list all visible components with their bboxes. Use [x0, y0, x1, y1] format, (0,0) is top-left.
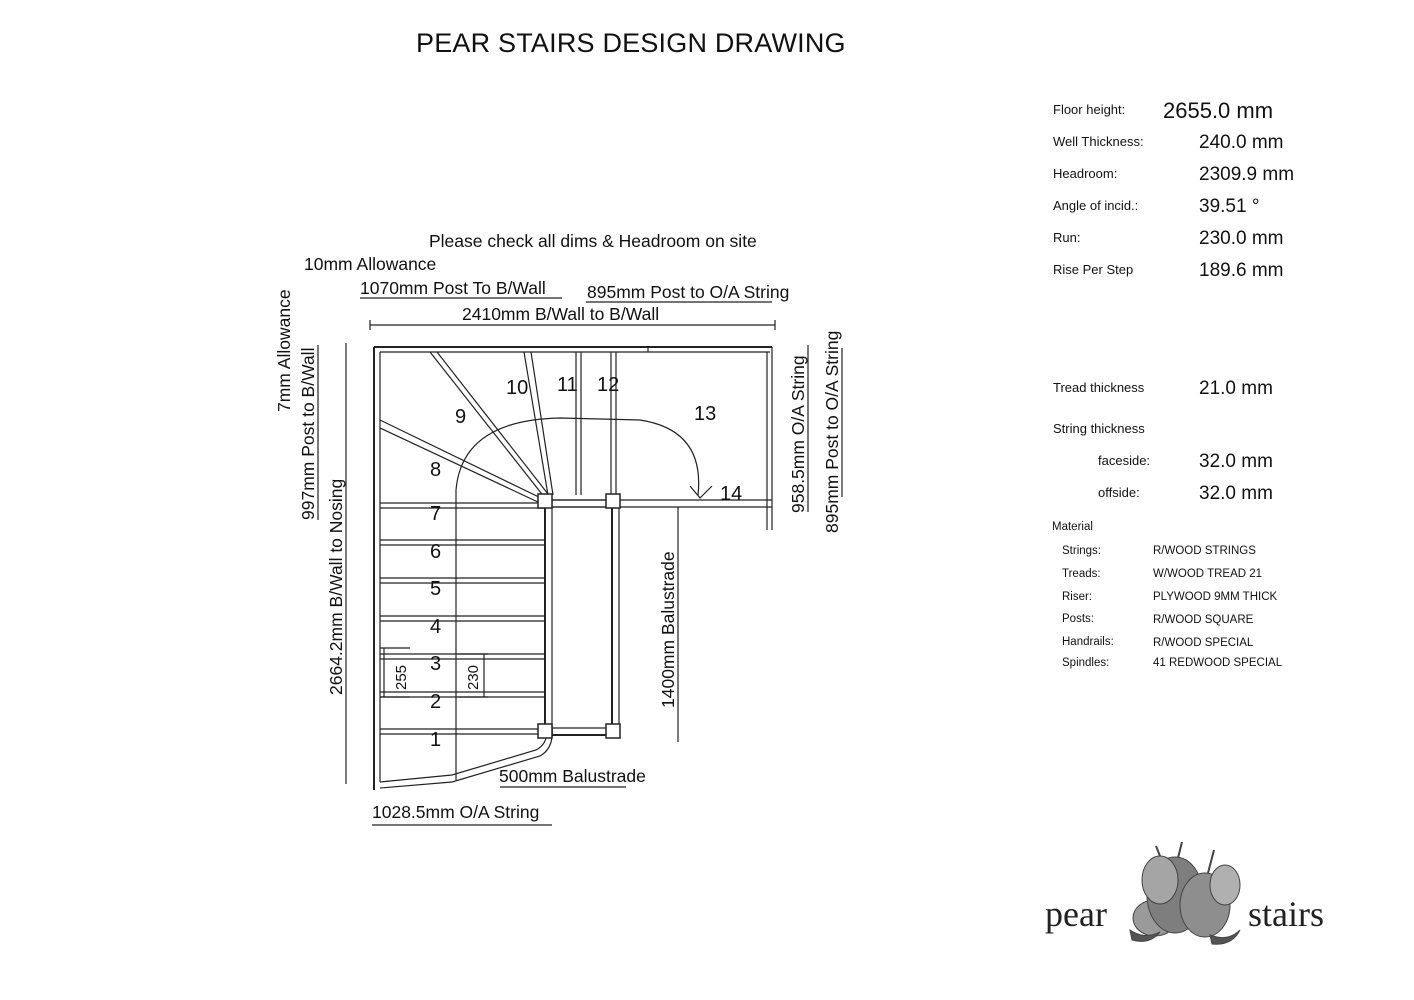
- dim-post-to-oa-string-right: 895mm Post to O/A String: [822, 330, 842, 533]
- spec-run-label: Run:: [1053, 230, 1081, 245]
- spec-angle-label: Angle of incid.:: [1053, 198, 1139, 213]
- spec-faceside-value: 32.0 mm: [1199, 451, 1273, 472]
- material-value: R/WOOD SPECIAL: [1153, 637, 1254, 649]
- spec-run-value: 230.0 mm: [1199, 228, 1284, 249]
- spec-rise-value: 189.6 mm: [1199, 260, 1284, 281]
- pear-fruit-icon: [1130, 842, 1240, 944]
- dim-allowance-10: 10mm Allowance: [304, 254, 437, 274]
- step-number: 9: [455, 406, 467, 428]
- newel-post: [538, 494, 552, 508]
- walk-arrow: [690, 486, 712, 498]
- spec-well-thickness-value: 240.0 mm: [1199, 132, 1284, 153]
- spec-offside-value: 32.0 mm: [1199, 483, 1273, 504]
- material-label: Handrails:: [1062, 636, 1114, 648]
- material-label: Posts:: [1062, 613, 1094, 625]
- step-number: 6: [430, 541, 442, 563]
- dim-oa-string-bottom: 1028.5mm O/A String: [372, 802, 540, 822]
- material-label: Strings:: [1062, 545, 1101, 557]
- spec-well-thickness-label: Well Thickness:: [1053, 134, 1144, 149]
- material-value: W/WOOD TREAD 21: [1153, 568, 1263, 580]
- spec-angle-value: 39.51 °: [1199, 196, 1260, 217]
- material-heading: Material: [1052, 521, 1093, 533]
- step-number: 11: [557, 374, 578, 396]
- step-number: 1: [430, 729, 442, 751]
- material-value: PLYWOOD 9MM THICK: [1153, 591, 1278, 603]
- material-value: R/WOOD STRINGS: [1153, 545, 1256, 557]
- spec-string-thickness-label: String thickness: [1053, 421, 1145, 436]
- step-number: 4: [430, 616, 442, 638]
- material-value: 41 REDWOOD SPECIAL: [1153, 657, 1283, 669]
- step-number: 2: [430, 691, 442, 713]
- newel-post: [606, 494, 620, 508]
- step-number: 3: [430, 653, 442, 675]
- step-number: 5: [430, 578, 442, 600]
- step-number: 10: [506, 377, 529, 399]
- dim-oa-string-958: 958.5mm O/A String: [788, 355, 808, 513]
- spec-headroom-value: 2309.9 mm: [1199, 164, 1295, 185]
- dim-post-to-oa-string: 895mm Post to O/A String: [587, 282, 790, 302]
- spec-offside-label: offside:: [1098, 485, 1140, 500]
- page-title: PEAR STAIRS DESIGN DRAWING: [416, 28, 846, 58]
- step-number: 14: [720, 483, 743, 505]
- logo-word-stairs: stairs: [1248, 894, 1324, 934]
- dim-balustrade-500: 500mm Balustrade: [499, 766, 646, 786]
- dim-going-255: 255: [393, 664, 410, 690]
- site-check-note: Please check all dims & Headroom on site: [429, 231, 757, 251]
- dim-bwall-to-bwall: 2410mm B/Wall to B/Wall: [462, 304, 660, 324]
- step-number: 12: [597, 374, 620, 396]
- step-number: 8: [430, 459, 442, 481]
- step-number: 7: [430, 503, 442, 525]
- dim-allowance-7: 7mm Allowance: [274, 289, 294, 412]
- newel-post: [538, 724, 552, 738]
- material-value: R/WOOD SQUARE: [1153, 614, 1254, 626]
- newel-post: [606, 724, 620, 738]
- spec-floor-height-label: Floor height:: [1053, 102, 1126, 117]
- logo-word-pear: pear: [1045, 894, 1107, 934]
- material-label: Treads:: [1062, 568, 1101, 580]
- step-number: 13: [694, 403, 717, 425]
- spec-tread-thickness-value: 21.0 mm: [1199, 378, 1273, 399]
- dim-post-to-bwall-997: 997mm Post to B/Wall: [298, 347, 318, 520]
- dim-balustrade-1400: 1400mm Balustrade: [658, 551, 678, 708]
- spec-faceside-label: faceside:: [1098, 453, 1151, 468]
- dim-post-to-bwall: 1070mm Post To B/Wall: [360, 278, 546, 298]
- spec-tread-thickness-label: Tread thickness: [1053, 380, 1145, 395]
- spec-floor-height-value: 2655.0 mm: [1163, 98, 1274, 123]
- material-label: Riser:: [1062, 591, 1093, 603]
- dim-going-230: 230: [465, 664, 482, 690]
- material-label: Spindles:: [1062, 657, 1110, 669]
- dim-bwall-to-nosing: 2664.2mm B/Wall to Nosing: [326, 478, 346, 695]
- spec-headroom-label: Headroom:: [1053, 166, 1118, 181]
- spec-rise-label: Rise Per Step: [1053, 262, 1134, 277]
